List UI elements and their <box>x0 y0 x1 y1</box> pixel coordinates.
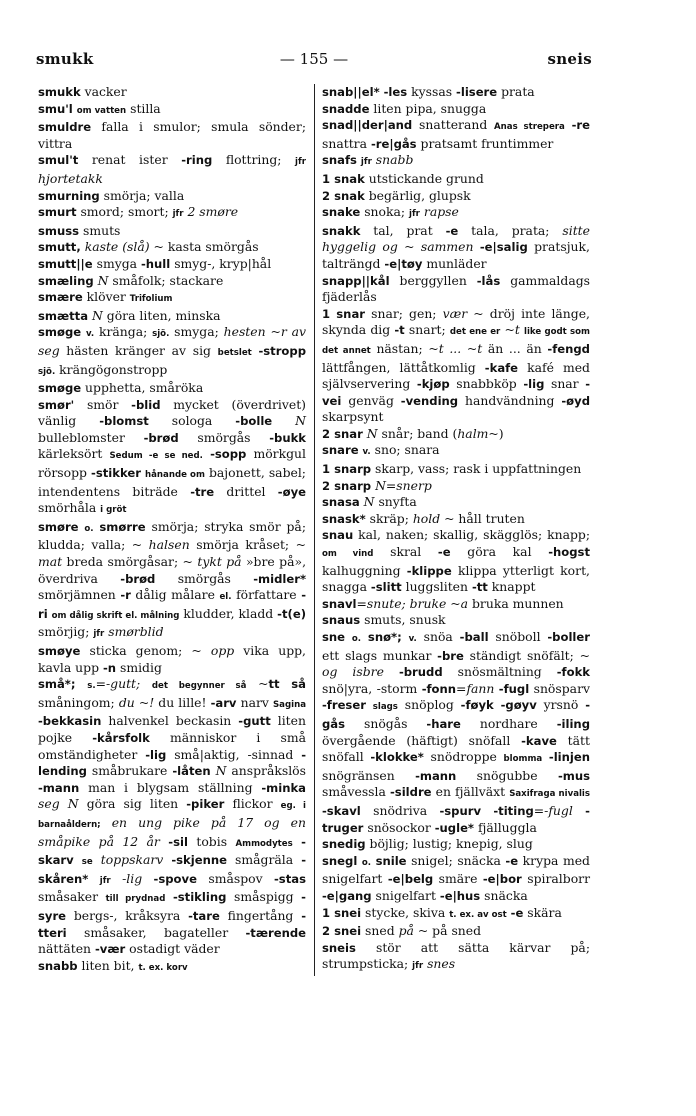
dictionary-entry: smukk vacker <box>38 84 127 99</box>
dictionary-entry: snadde liten pipa, snugga <box>322 100 487 116</box>
dictionary-entry: snab||el* -les kyssas -lisere prata <box>322 84 535 99</box>
dictionary-entry: 2 snak begärlig, glupsk <box>322 187 471 203</box>
page-header <box>36 50 592 72</box>
dictionary-entry: 1 snei stycke, skiva t. ex. av ost -e skära <box>322 904 562 920</box>
header-right-headword: sneis <box>547 50 592 68</box>
dictionary-entry: 2 snarp N=snerp <box>322 477 432 493</box>
dictionary-entry: smu'l om vatten stilla <box>38 100 161 116</box>
dictionary-entry: snapp||kål berggyllen -lås gammaldags fjäderlås <box>322 272 590 305</box>
dictionary-entry: snegl o. snile snigel; snäcka -e krypa med snigelfart -e|belg smäre -e|bor spiralborr -e|gang snigelfart -e|hus snäcka <box>322 852 590 903</box>
dictionary-entry: smutt, kaste (slå) ~ kasta smörgås <box>38 239 259 255</box>
dictionary-entry: snedig böjlig; lustig; knepig, slug <box>322 836 533 852</box>
dictionary-entry: snafs jfr snabb <box>322 152 414 168</box>
dictionary-entry: smør' smör -blid mycket (överdrivet) vänlig -blomst sologa -bolle N bulleblomster -brød smörgås -bukk kärleksört Sedum -e se ned. -sopp mörkgul rörsopp -stikker hånande om bajonett, sabel; intendentens biträde -tre drittel -øye smörhåla i gröt <box>38 396 307 516</box>
column-divider <box>314 84 315 976</box>
dictionary-entry: snare v. sno; snara <box>322 442 440 458</box>
dictionary-entry: snaus smuts, snusk <box>322 612 446 628</box>
dictionary-entry: sne o. snø*; v. snöa -ball snöboll -boller ett slags munkar -bre ständigt snöfält; ~ og isbre -brudd snösmältning -fokk snö|yra, -storm -fonn=fann -fugl snösparv -freser slags snöplog -føyk -gøyv yrsnö -gås snögås -hare nordhare -iling övergående (häftigt) snöfall -kave tätt snöfall -klokke* snödroppe blomma -linjen snögränsen -mann snögubbe -mus småvessla -sildre en fjällväxt Saxifraga nivalis -skavl snödriva -spurv -titing=-fugl -truger snösockor -ugle* fjälluggla <box>322 629 590 835</box>
left-column <box>38 84 306 976</box>
dictionary-entry: smurning smörja; valla <box>38 187 185 203</box>
dictionary-entry: smøre o. smørre smörja; stryka smör på; kludda; valla; ~ halsen smörja kråset; ~ mat breda smörgåsar; ~ tykt på »bre på», överdriva -brød smörgås -midler* smörjämnen -r dålig målare el. författare -ri om dålig skrift el. målning kludder, kladd -t(e) smörjig; jfr smørblid <box>38 518 307 640</box>
dictionary-entry: smurt smord; smort; jfr 2 smøre <box>38 204 239 220</box>
dictionary-entry: snakk tal, prat -e tala, prata; sitte hyggelig og ~ sammen -e|salig pratsjuk, talträngd -e|tøy munläder <box>322 222 590 271</box>
dictionary-entry: smætta N göra liten, minska <box>38 307 221 323</box>
dictionary-entry: smøge upphetta, småröka <box>38 380 204 396</box>
dictionary-entry: 2 snei sned på ~ på sned <box>322 923 482 939</box>
dictionary-entry: 1 snak utstickande grund <box>322 170 484 186</box>
dictionary-entry: 1 snar snar; gen; vær ~ dröj inte länge, skynda dig -t snart; det ene er ~t like godt som det annet nästan; ~t ... ~t än ... än -fengd lättfången, lättåtkomlig -kafe kafé med självservering -kjøp snabbköp -lig snar -vei genväg -vending handvändning -øyd skarpsynt <box>322 305 591 425</box>
header-left-headword: smukk <box>36 50 94 68</box>
dictionary-entry: smul't renat ister -ring flottring; jfr hjortetakk <box>38 152 306 186</box>
dictionary-entry: 1 snarp skarp, vass; rask i uppfattningen <box>322 461 582 477</box>
dictionary-entry: 2 snar N snår; band (halm~) <box>322 425 504 441</box>
dictionary-entry: snavl=snute; bruke ~a bruka munnen <box>322 595 564 611</box>
dictionary-entry: smæling N småfolk; stackare <box>38 272 224 288</box>
dictionary-entry: snask* skräp; hold ~ håll truten <box>322 510 525 526</box>
dictionary-entry: små*; s.=-gutt; det begynner så ~tt så småningom; du ~! du lille! -arv narv Sagina -bekkasin halvenkel beckasin -gutt liten pojke -kårsfolk människor i små omständigheter -lig små|aktig, -sinnad -lending småbrukare -låten N anspråkslös -mann man i blygsam ställning -minka seg N göra sig liten -piker flickor eg. i barnaåldern; en ung pike på 17 og en småpike på 12 år -sil tobis Ammodytes -skarv se toppskarv -skjenne smågräla -skåren* jfr -lig -spove småspov -stas småsaker till prydnad -stikling småspigg -syre bergs-, kråksyra -tare fingertång -tteri småsaker, bagateller -tærende nättäten -vær ostadigt väder <box>38 676 307 957</box>
dictionary-entry: sneis stör att sätta kärvar på; strumpsticka; jfr snes <box>322 939 590 972</box>
dictionary-entry: smøye sticka genom; ~ opp vika upp, kavla upp -n smidig <box>38 643 306 675</box>
dictionary-entry: smuss smuts <box>38 222 121 238</box>
dictionary-entry: smuldre falla i smulor; smula sönder; vittra <box>38 119 306 151</box>
dictionary-entry: snad||der|and snatterand Anas strepera -re snattra -re|gås pratsamt fruntimmer <box>322 117 590 151</box>
dictionary-entry: snake snoka; jfr rapse <box>322 204 459 220</box>
dictionary-entry: snau kal, naken; skallig, skägglös; knapp; om vind skral -e göra kal -hogst kalhuggning -klippe klippa ytterligt kort, snagga -slitt luggsliten -tt knappt <box>322 527 590 595</box>
dictionary-entry: smære klöver Trifolium <box>38 289 173 305</box>
dictionary-entry: snabb liten bit, t. ex. korv <box>38 957 188 973</box>
page-number: — 155 — <box>279 50 349 68</box>
dictionary-entry: smutt||e smyga -hull smyg-, kryp|hål <box>38 255 272 271</box>
dictionary-entry: smøge v. kränga; sjö. smyga; hesten ~r av seg hästen kränger av sig betslet -stropp sjö. krängögonstropp <box>38 324 306 377</box>
right-column <box>322 84 590 975</box>
dictionary-entry: snasa N snyfta <box>322 494 417 510</box>
